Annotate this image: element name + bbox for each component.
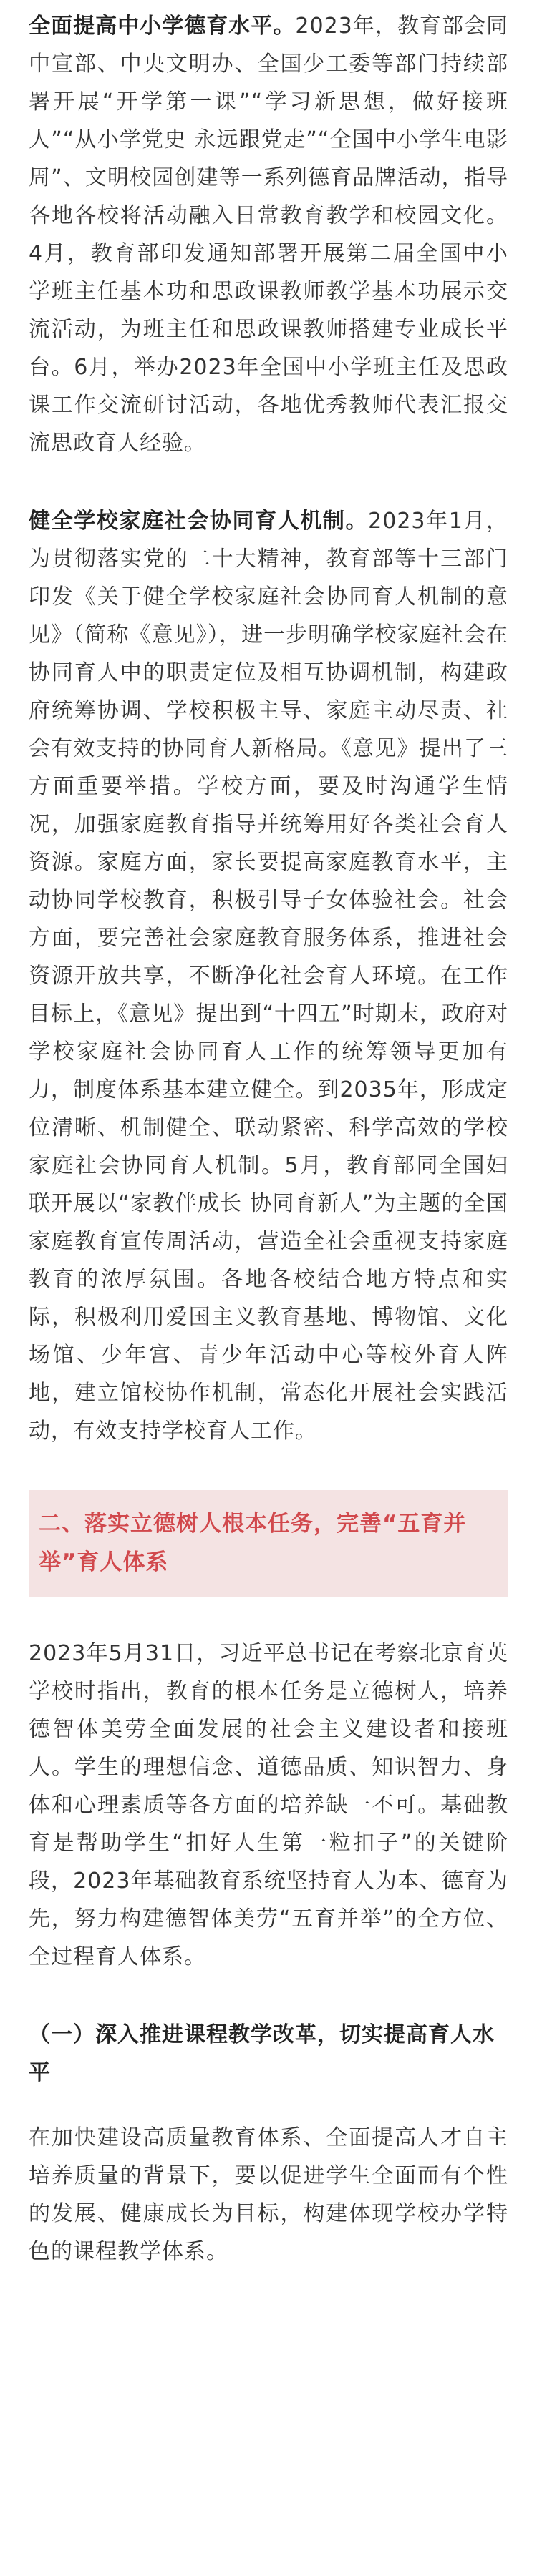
- paragraph-curriculum-reform: [29, 2119, 508, 2271]
- subsection-heading: （一）深入推进课程教学改革，切实提高育人水平: [29, 2022, 495, 2085]
- section-heading-banner: 二、落实立德树人根本任务，完善“五育并举”育人体系: [29, 1490, 508, 1597]
- paragraph-body: 2023年5月31日，习近平总书记在考察北京育英学校时指出，教育的根本任务是立德树人，培养德智体美劳全面发展的社会主义建设者和接班人。学生的理想信念、道德品质、知识智力、身体和心理素质等各方面的培养缺一不可。基础教育是帮助学生“扣好人生第一粒扣子”的关键阶段，2023年基础教育系统坚持育人为本、德育为先，努力构建德智体美劳“五育并举”的全方位、全过程育人体系。: [29, 1641, 508, 1969]
- paragraph-lead: 健全学校家庭社会协同育人机制。: [29, 509, 369, 534]
- paragraph-body: 在加快建设高质量教育体系、全面提高人才自主培养质量的背景下，要以促进学生全面而有个性的发展、健康成长为目标，构建体现学校办学特色的课程教学体系。: [29, 2125, 508, 2264]
- paragraph-collaborative-education: [29, 502, 508, 1450]
- paragraph-fundamental-task: [29, 1635, 508, 1976]
- paragraph-lead: 全面提高中小学德育水平。: [29, 14, 296, 39]
- paragraph-body: 2023年1月，为贯彻落实党的二十大精神，教育部等十三部门印发《关于健全学校家庭社会协同育人机制的意见》（简称《意见》），进一步明确学校家庭社会在协同育人中的职责定位及相互协调机制，构建政府统筹协调、学校积极主导、家庭主动尽责、社会有效支持的协同育人新格局。《意见》提出了三方面重要举措。学校方面，要及时沟通学生情况，加强家庭教育指导并统筹用好各类社会育人资源。家庭方面，家长要提高家庭教育水平，主动协同学校教育，积极引导子女体验社会。社会方面，要完善社会家庭教育服务体系，推进社会资源开放共享，不断净化社会育人环境。在工作目标上，《意见》提出到“十四五”时期末，政府对学校家庭社会协同育人工作的统筹领导更加有力，制度体系基本建立健全。到2035年，形成定位清晰、机制健全、联动紧密、科学高效的学校家庭社会协同育人机制。5月，教育部同全国妇联开展以“家教伴成长 协同育新人”为主题的全国家庭教育宣传周活动，营造全社会重视支持家庭教育的浓厚氛围。各地各校结合地方特点和实际，积极利用爱国主义教育基地、博物馆、文化场馆、少年宫、青少年活动中心等校外育人阵地，建立馆校协作机制，常态化开展社会实践活动，有效支持学校育人工作。: [29, 509, 509, 1444]
- paragraph-moral-education: [29, 7, 508, 462]
- paragraph-body: 2023年，教育部会同中宣部、中央文明办、全国少工委等部门持续部署开展“开学第一课”“学习新思想，做好接班人”“从小学党史 永远跟党走”“全国中小学生电影周”、文明校园创建等一系列德育品牌活动，指导各地各校将活动融入日常教育教学和校园文化。4月，教育部印发通知部署开展第二届全国中小学班主任基本功和思政课教师教学基本功展示交流活动，为班主任和思政课教师搭建专业成长平台。6月，举办2023年全国中小学班主任及思政课工作交流研讨活动，各地优秀教师代表汇报交流思政育人经验。: [29, 14, 508, 456]
